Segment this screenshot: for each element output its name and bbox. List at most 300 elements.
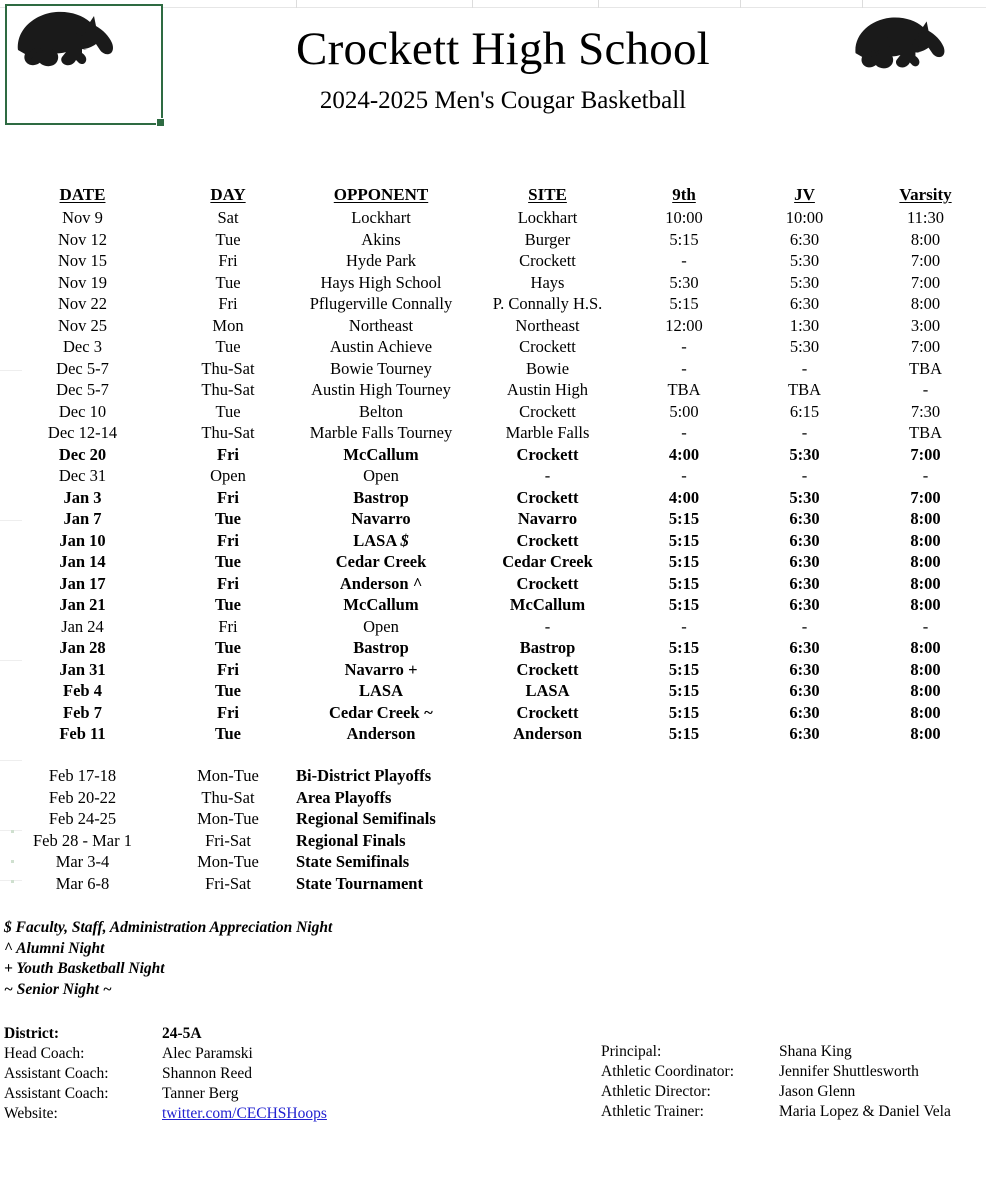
cell-varsity: 3:00 — [910, 315, 941, 335]
cell-site: Burger — [524, 229, 571, 249]
gridline-vertical — [296, 0, 297, 8]
cell-date: Jan 3 — [63, 487, 102, 507]
cell-day: Fri — [217, 530, 239, 550]
cell-day: Thu-Sat — [201, 380, 255, 399]
legend-line: $ Faculty, Staff, Administration Appreciation Night — [4, 919, 333, 936]
cell-9th: 5:15 — [668, 552, 700, 571]
table-row — [0, 680, 986, 702]
contacts-left-table — [4, 1024, 424, 1124]
playoff-row — [0, 765, 700, 787]
cell-playoff-name: Area Playoffs — [296, 787, 392, 807]
cell-varsity: 8:00 — [910, 294, 941, 313]
staff-label: Athletic Director: — [601, 1083, 711, 1100]
contact-row — [4, 1024, 424, 1044]
cell-varsity: 8:00 — [910, 724, 941, 743]
opponent-name: Anderson — [339, 573, 409, 593]
cell-day: Fri — [218, 616, 238, 636]
table-row — [0, 207, 986, 229]
cell-varsity: 7:00 — [910, 444, 941, 464]
opponent-name: Austin High Tourney — [311, 380, 451, 399]
cell-varsity: - — [922, 380, 929, 399]
cell-jv: 6:30 — [789, 659, 820, 679]
cougar-logo-right — [846, 12, 968, 85]
cell-varsity: 7:30 — [910, 401, 941, 421]
cell-day: Tue — [215, 401, 241, 421]
cell-site: Cedar Creek — [502, 552, 593, 571]
cell-9th: 12:00 — [665, 315, 703, 335]
legend-line: ~ Senior Night ~ — [4, 980, 112, 998]
cell-playoff-name: Regional Semifinals — [296, 809, 436, 828]
cell-9th: 5:15 — [668, 573, 700, 593]
gridline-vertical — [598, 0, 599, 8]
table-row — [0, 465, 986, 487]
schedule-table — [0, 183, 986, 745]
cell-opponent — [291, 508, 471, 530]
cell-site: Crockett — [516, 530, 579, 550]
table-row — [0, 444, 986, 466]
cell-playoff-name: Bi-District Playoffs — [296, 766, 432, 785]
cell-opponent — [291, 530, 471, 552]
cell-day: Tue — [215, 509, 241, 528]
cell-playoff-name: State Semifinals — [296, 852, 410, 871]
cell-date: Dec 3 — [63, 337, 102, 356]
cell-jv: 6:30 — [789, 681, 820, 700]
cell-day: Thu-Sat — [201, 423, 255, 442]
cell-9th: 5:15 — [668, 638, 700, 657]
opponent-name: Akins — [361, 229, 401, 249]
cell-9th: 10:00 — [665, 208, 703, 227]
table-row — [0, 637, 986, 659]
contact-value: Alec Paramski — [162, 1045, 253, 1062]
opponent-name: Open — [363, 466, 399, 485]
opponent-name: Belton — [359, 401, 403, 421]
fill-handle[interactable] — [156, 118, 165, 127]
staff-row — [601, 1082, 986, 1102]
cell-9th: 4:00 — [668, 444, 700, 464]
cell-playoff-date: Feb 24-25 — [48, 809, 117, 828]
cell-opponent — [291, 293, 471, 315]
table-row — [0, 594, 986, 616]
cell-date: Nov 12 — [57, 229, 108, 249]
cell-jv: 6:30 — [789, 294, 820, 313]
cell-jv: 5:30 — [789, 251, 820, 270]
opponent-marker: ~ — [423, 702, 434, 722]
column-header-site: SITE — [528, 185, 567, 204]
cell-opponent — [291, 573, 471, 595]
opponent-name: LASA — [353, 530, 397, 550]
cell-site: Crockett — [516, 659, 579, 679]
table-row — [0, 358, 986, 380]
cell-opponent — [291, 250, 471, 272]
cell-site: Navarro — [517, 509, 578, 528]
cell-jv: 5:30 — [789, 272, 820, 292]
website-link[interactable]: twitter.com/CECHSHoops — [162, 1105, 327, 1122]
cell-jv: 1:30 — [789, 315, 820, 335]
cell-date: Dec 20 — [58, 444, 107, 464]
cell-day: Fri — [218, 294, 238, 313]
cell-date: Dec 10 — [58, 401, 107, 421]
column-header-day: DAY — [210, 185, 246, 204]
gridline-vertical — [472, 0, 473, 8]
contact-row — [4, 1044, 424, 1064]
cell-day: Fri — [217, 702, 239, 722]
cell-9th: 5:15 — [668, 702, 700, 722]
opponent-name: Bastrop — [353, 638, 409, 657]
cell-9th: 5:00 — [669, 401, 699, 421]
cell-varsity: 8:00 — [910, 702, 941, 722]
cell-day: Open — [210, 466, 246, 485]
staff-value: Jason Glenn — [779, 1083, 856, 1100]
opponent-name: Hyde Park — [345, 251, 417, 270]
cell-site: Bastrop — [519, 638, 576, 657]
cell-date: Feb 7 — [63, 702, 102, 722]
cell-varsity: 7:00 — [910, 251, 941, 270]
cell-date: Dec 31 — [58, 466, 107, 485]
cell-jv: 5:30 — [789, 444, 820, 464]
cell-opponent — [291, 379, 471, 401]
table-row — [0, 530, 986, 552]
playoffs-table — [0, 765, 700, 894]
table-row — [0, 573, 986, 595]
table-row — [0, 315, 986, 337]
cougar-logo-left — [8, 6, 138, 84]
opponent-name: Cedar Creek — [328, 702, 420, 722]
contact-label: Website: — [4, 1105, 58, 1122]
cell-date: Jan 31 — [59, 659, 106, 679]
cell-9th: 5:15 — [668, 724, 700, 743]
cell-site: Northeast — [515, 315, 580, 335]
cell-opponent — [291, 487, 471, 509]
staff-label: Athletic Trainer: — [601, 1103, 704, 1120]
table-row — [0, 508, 986, 530]
contact-value[interactable] — [162, 1104, 424, 1124]
opponent-name: Bastrop — [353, 487, 409, 507]
cell-9th: 5:15 — [668, 595, 700, 614]
cell-9th: 5:15 — [669, 229, 699, 249]
cell-9th: - — [681, 466, 687, 485]
cell-playoff-name: State Tournament — [296, 873, 423, 893]
cell-day: Tue — [215, 595, 241, 614]
legend-line: + Youth Basketball Night — [4, 960, 165, 977]
cell-date: Jan 17 — [59, 573, 106, 593]
cell-opponent — [291, 723, 471, 745]
contact-value: Shannon Reed — [162, 1065, 252, 1082]
staff-value: Maria Lopez & Daniel Vela — [779, 1103, 951, 1120]
cell-opponent — [291, 401, 471, 423]
cell-playoff-name: Regional Finals — [296, 830, 406, 850]
cell-opponent — [291, 444, 471, 466]
cell-opponent — [291, 358, 471, 380]
cell-9th: 5:15 — [668, 681, 700, 700]
cell-varsity: - — [922, 616, 929, 636]
playoff-row — [0, 787, 700, 809]
cell-jv: 6:30 — [789, 552, 820, 571]
table-row — [0, 551, 986, 573]
cell-date: Nov 19 — [57, 272, 108, 292]
cell-playoff-day: Mon-Tue — [197, 852, 259, 871]
cell-jv: - — [801, 616, 808, 636]
cell-site: - — [544, 466, 551, 485]
cell-9th: - — [681, 423, 687, 442]
cell-site: Hays — [530, 272, 565, 292]
cell-date: Jan 21 — [59, 595, 106, 614]
opponent-name: McCallum — [343, 444, 419, 464]
cell-jv: - — [801, 466, 808, 485]
opponent-name: Northeast — [348, 315, 414, 335]
cell-date: Jan 24 — [61, 616, 104, 636]
cell-jv: 6:15 — [789, 401, 820, 421]
cell-jv: 6:30 — [789, 702, 820, 722]
contact-row — [4, 1104, 424, 1124]
cell-jv: - — [801, 358, 808, 378]
cell-jv: 6:30 — [789, 638, 820, 657]
opponent-name: Marble Falls Tourney — [309, 423, 453, 442]
cell-date: Jan 10 — [59, 530, 106, 550]
cell-day: Tue — [215, 552, 241, 571]
cell-opponent — [291, 680, 471, 702]
cell-day: Fri — [217, 573, 239, 593]
table-row — [0, 272, 986, 294]
cell-playoff-date: Mar 3-4 — [55, 852, 110, 871]
cell-9th: - — [681, 358, 687, 378]
cell-varsity: 8:00 — [910, 573, 941, 593]
table-row — [0, 336, 986, 358]
cell-jv: 6:30 — [789, 724, 820, 743]
cell-site: Marble Falls — [505, 423, 590, 442]
cell-opponent — [291, 315, 471, 337]
table-row — [0, 487, 986, 509]
staff-label: Athletic Coordinator: — [601, 1063, 735, 1080]
cell-9th: - — [681, 616, 687, 636]
cell-day: Sat — [217, 208, 239, 227]
contact-label: Assistant Coach: — [4, 1085, 109, 1102]
cell-playoff-day: Mon-Tue — [197, 809, 259, 828]
cell-opponent — [291, 637, 471, 659]
opponent-name: Open — [363, 616, 399, 636]
playoff-row — [0, 808, 700, 830]
cell-site: Crockett — [519, 337, 576, 356]
cell-site: Austin High — [506, 380, 589, 399]
cell-day: Fri — [217, 444, 239, 464]
legend-line: ^ Alumni Night — [4, 939, 105, 957]
cell-day: Tue — [215, 681, 241, 700]
legend-notes — [4, 918, 332, 1000]
staff-label: Principal: — [601, 1043, 662, 1060]
cell-jv: 5:30 — [789, 487, 820, 507]
cell-playoff-day: Mon-Tue — [197, 766, 259, 785]
cell-site: Crockett — [519, 401, 576, 421]
cell-opponent — [291, 465, 471, 487]
contact-label: Head Coach: — [4, 1045, 85, 1062]
table-row — [0, 293, 986, 315]
cell-site: Crockett — [516, 573, 579, 593]
cell-jv: 6:30 — [789, 530, 820, 550]
cell-site: Lockhart — [517, 208, 578, 227]
column-header-varsity: Varsity — [899, 185, 952, 204]
cell-varsity: 8:00 — [910, 530, 941, 550]
opponent-marker: + — [407, 659, 418, 679]
cell-opponent — [291, 551, 471, 573]
playoff-row — [0, 873, 700, 895]
cell-site: - — [544, 616, 551, 636]
page-subtitle: 2024-2025 Men's Cougar Basketball — [319, 87, 687, 114]
cell-date: Jan 14 — [59, 552, 106, 571]
cell-varsity: 8:00 — [910, 509, 941, 528]
staff-value: Jennifer Shuttlesworth — [779, 1063, 919, 1080]
cell-playoff-date: Mar 6-8 — [55, 873, 110, 893]
cell-site: Crockett — [516, 487, 579, 507]
column-header-jv: JV — [794, 185, 815, 204]
opponent-name: Anderson — [346, 724, 416, 743]
cell-9th: - — [681, 337, 687, 356]
cell-9th: TBA — [667, 380, 701, 399]
staff-row — [601, 1102, 986, 1122]
cell-day: Tue — [215, 337, 241, 356]
cell-varsity: 7:00 — [910, 272, 941, 292]
cell-opponent — [291, 616, 471, 638]
cell-jv: 6:30 — [789, 595, 820, 614]
column-header-opponent: OPPONENT — [333, 185, 429, 204]
cell-playoff-day: Fri-Sat — [205, 830, 251, 850]
table-header-row — [0, 183, 986, 207]
opponent-name: Pflugerville Connally — [309, 294, 453, 313]
cell-date: Nov 9 — [62, 208, 103, 227]
cell-day: Tue — [215, 272, 241, 292]
table-row — [0, 229, 986, 251]
cell-jv: 5:30 — [789, 337, 820, 356]
cell-playoff-date: Feb 20-22 — [48, 787, 117, 807]
cell-date: Jan 28 — [59, 638, 106, 657]
cell-site: Anderson — [513, 724, 582, 743]
cell-site: McCallum — [509, 595, 586, 614]
cell-9th: 5:30 — [669, 272, 699, 292]
cell-9th: 5:15 — [668, 509, 700, 528]
cell-date: Nov 15 — [57, 251, 108, 270]
cell-varsity: 8:00 — [910, 552, 941, 571]
opponent-name: Navarro — [344, 659, 404, 679]
column-header-date: DATE — [59, 185, 106, 204]
cell-jv: 6:30 — [789, 509, 820, 528]
cell-opponent — [291, 422, 471, 444]
opponent-name: McCallum — [343, 595, 419, 614]
cell-day: Fri — [218, 251, 238, 270]
opponent-name: Cedar Creek — [335, 552, 427, 571]
cell-jv: 10:00 — [785, 208, 824, 227]
cell-day: Mon — [212, 315, 244, 335]
table-row — [0, 723, 986, 745]
table-row — [0, 401, 986, 423]
cell-date: Dec 12-14 — [47, 423, 118, 442]
opponent-name: Navarro — [351, 509, 411, 528]
playoff-row — [0, 830, 700, 852]
cell-varsity: 8:00 — [910, 659, 941, 679]
cell-date: Feb 11 — [59, 724, 106, 743]
table-row — [0, 250, 986, 272]
cell-varsity: 8:00 — [910, 638, 941, 657]
cell-opponent — [291, 272, 471, 294]
cell-date: Jan 7 — [63, 509, 102, 528]
cell-site: Crockett — [519, 251, 576, 270]
cell-opponent — [291, 207, 471, 229]
cell-9th: 5:15 — [668, 530, 700, 550]
cell-jv: 6:30 — [789, 573, 820, 593]
cell-varsity: TBA — [909, 358, 942, 378]
cell-playoff-day: Fri-Sat — [205, 873, 251, 893]
cell-site: Bowie — [525, 358, 570, 378]
contact-row — [4, 1064, 424, 1084]
table-row — [0, 659, 986, 681]
cell-day: Tue — [215, 638, 241, 657]
cell-varsity: 11:30 — [907, 208, 944, 227]
opponent-name: Bowie Tourney — [330, 358, 432, 378]
cell-varsity: - — [922, 466, 929, 485]
opponent-marker: $ — [400, 530, 409, 550]
cell-opponent — [291, 659, 471, 681]
cell-jv: - — [801, 423, 808, 442]
gridline-vertical — [862, 0, 863, 8]
cell-varsity: 7:00 — [910, 337, 941, 356]
opponent-marker: ^ — [412, 573, 423, 593]
cell-day: Tue — [215, 724, 241, 743]
contact-row — [4, 1084, 424, 1104]
cell-varsity: 8:00 — [910, 229, 941, 249]
cell-site: LASA — [525, 681, 570, 700]
cell-jv: TBA — [788, 380, 821, 399]
cell-9th: - — [681, 251, 687, 270]
table-row — [0, 379, 986, 401]
cell-date: Nov 25 — [57, 315, 108, 335]
cell-opponent — [291, 336, 471, 358]
cell-9th: 4:00 — [668, 487, 700, 507]
cell-opponent — [291, 702, 471, 724]
cell-day: Tue — [215, 229, 241, 249]
contact-label: District: — [4, 1025, 60, 1042]
opponent-name: Austin Achieve — [329, 337, 433, 356]
opponent-name: Lockhart — [351, 208, 411, 227]
opponent-name: LASA — [358, 681, 403, 700]
gridline-vertical — [740, 0, 741, 8]
table-row — [0, 422, 986, 444]
page-title: Crockett High School — [296, 23, 710, 75]
column-header-9th: 9th — [672, 185, 696, 204]
cell-playoff-date: Feb 17-18 — [48, 766, 117, 785]
contact-value: Tanner Berg — [162, 1085, 239, 1102]
cell-varsity: 8:00 — [910, 595, 941, 614]
cell-date: Dec 5-7 — [56, 380, 109, 399]
playoff-row — [0, 851, 700, 873]
opponent-name: Hays High School — [320, 272, 442, 292]
table-row — [0, 702, 986, 724]
cell-day: Fri — [217, 487, 239, 507]
staff-row — [601, 1042, 986, 1062]
cell-9th: 5:15 — [668, 659, 700, 679]
cell-site: Crockett — [516, 444, 579, 464]
cell-date: Feb 4 — [63, 681, 102, 700]
cell-playoff-date: Feb 28 - Mar 1 — [33, 830, 132, 850]
cell-jv: 6:30 — [789, 229, 820, 249]
cell-site: P. Connally H.S. — [492, 294, 603, 313]
cell-9th: 5:15 — [669, 294, 699, 313]
cell-playoff-day: Thu-Sat — [201, 787, 255, 807]
cell-date: Nov 22 — [57, 294, 108, 313]
cell-site: Crockett — [516, 702, 579, 722]
contact-label: Assistant Coach: — [4, 1065, 109, 1082]
contacts-right-table — [601, 1042, 986, 1122]
cell-varsity: 8:00 — [910, 681, 941, 700]
cell-opponent — [291, 229, 471, 251]
staff-value: Shana King — [779, 1043, 852, 1060]
cell-varsity: 7:00 — [910, 487, 941, 507]
